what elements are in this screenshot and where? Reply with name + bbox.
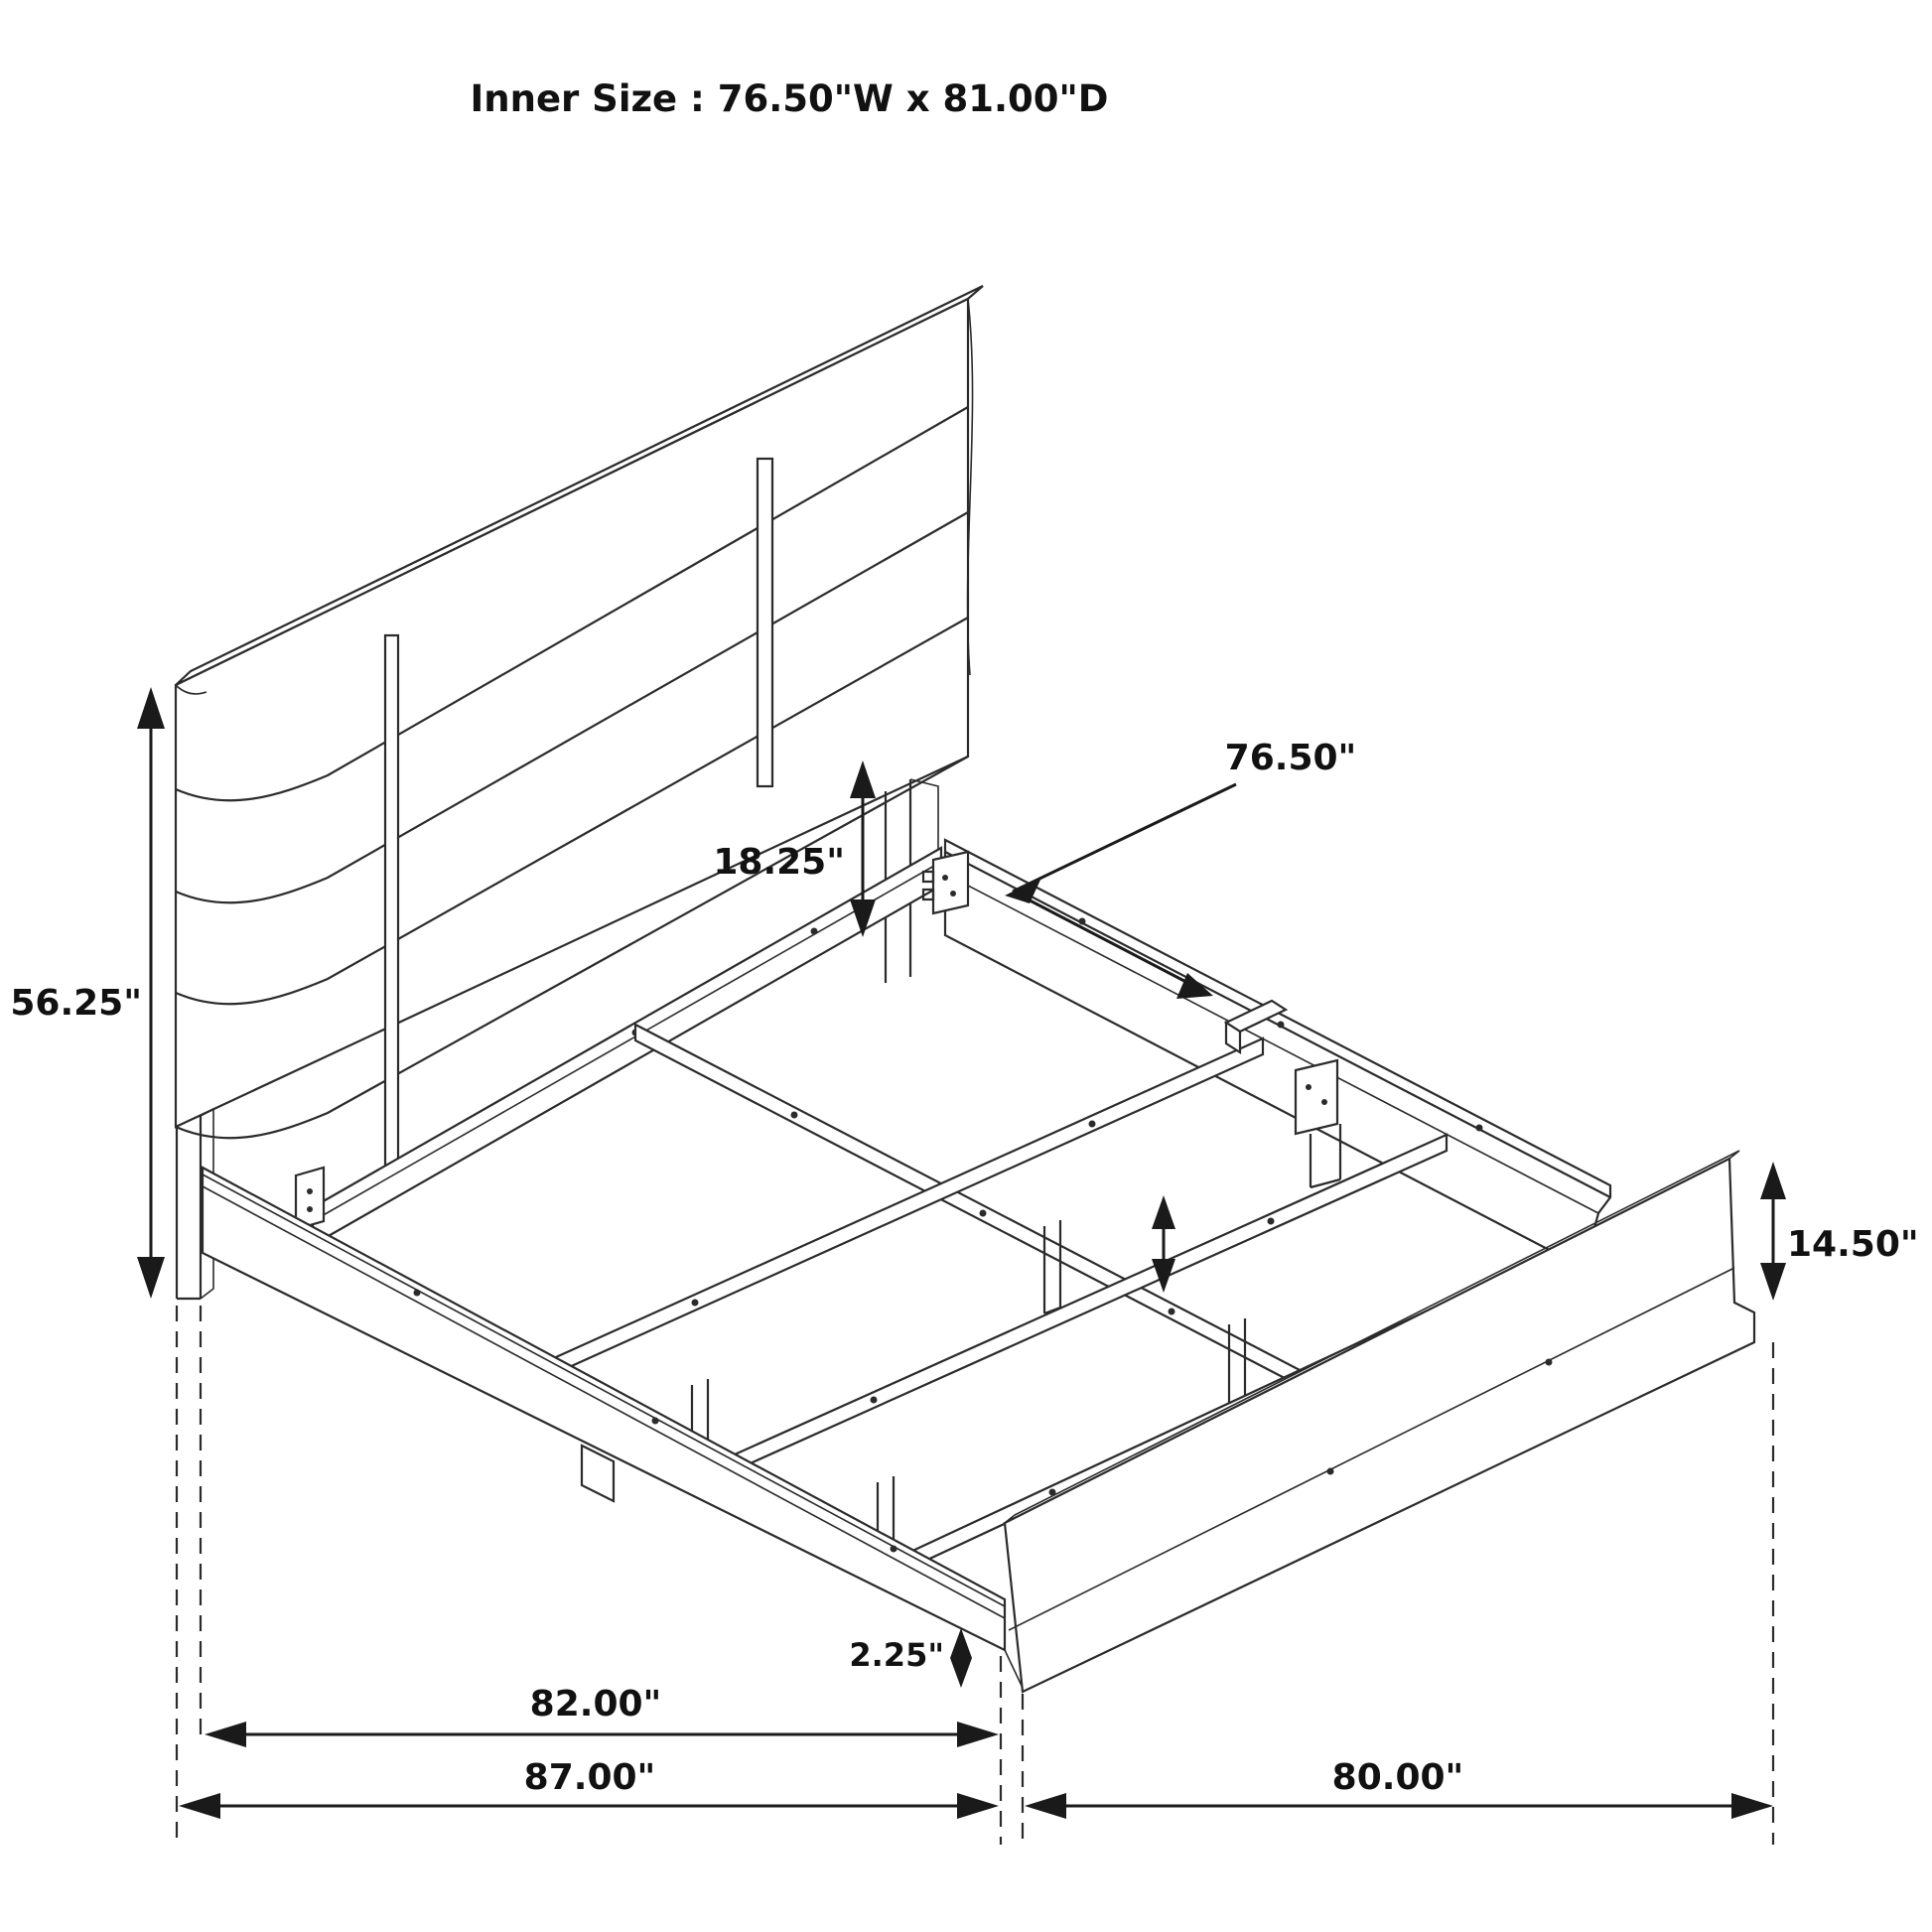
dim-label-footboard-height: 14.50" bbox=[1787, 1224, 1919, 1265]
dim-label-base-gap: 2.25" bbox=[849, 1636, 944, 1674]
dim-label-headboard-height: 56.25" bbox=[10, 983, 142, 1024]
dim-label-overall-width: 80.00" bbox=[1331, 1757, 1464, 1798]
dim-overall-width bbox=[1025, 1757, 1773, 1819]
dim-label-inner-width: 76.50" bbox=[1224, 738, 1357, 778]
dim-base-gap bbox=[849, 1628, 972, 1688]
dim-slat-area bbox=[205, 1684, 999, 1747]
dim-headboard-height bbox=[10, 687, 165, 1299]
headboard-strut-left bbox=[385, 635, 398, 1172]
left-side-rail bbox=[203, 1168, 1005, 1650]
footboard bbox=[1005, 1151, 1754, 1692]
right-side-rail bbox=[945, 840, 1610, 1268]
dim-overall-length bbox=[179, 1757, 999, 1819]
dim-label-overall-length: 87.00" bbox=[523, 1757, 656, 1798]
dim-label-post-height: 18.25" bbox=[713, 842, 845, 883]
dim-label-slat-area: 82.00" bbox=[529, 1684, 662, 1725]
dim-footboard-height bbox=[1760, 1162, 1919, 1301]
diagram-title: Inner Size : 76.50"W x 81.00"D bbox=[470, 77, 1109, 120]
headboard-strut-right bbox=[758, 459, 772, 786]
